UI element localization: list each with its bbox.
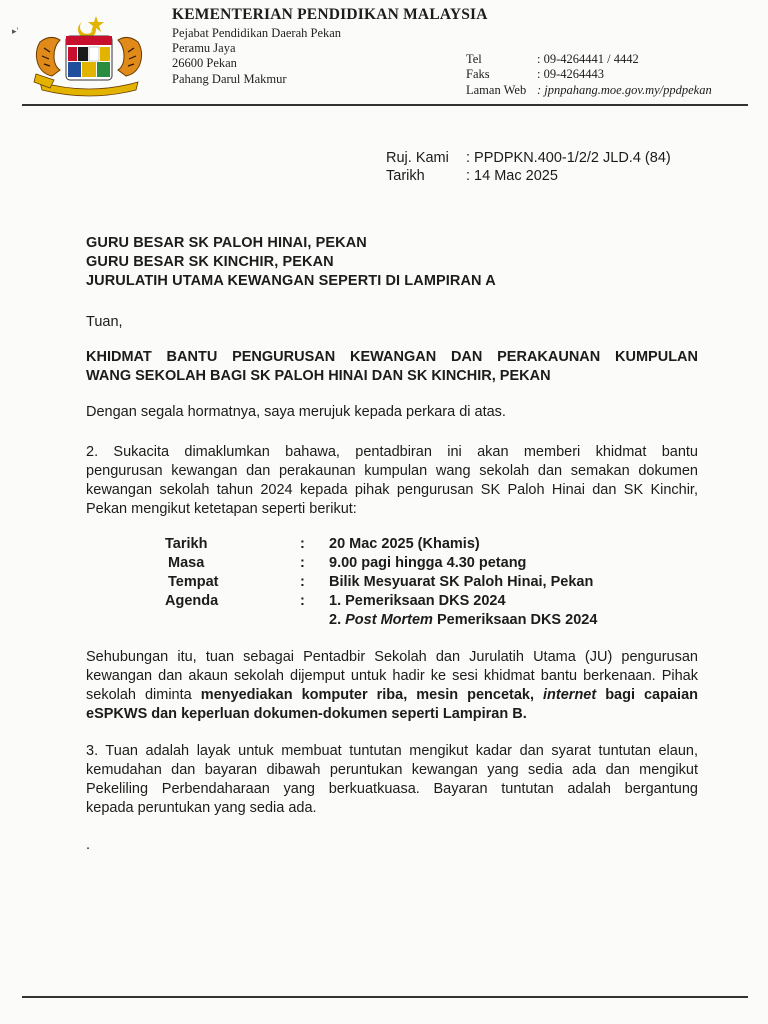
schedule-date-key: Tarikh — [165, 536, 208, 552]
tel-label: Tel — [466, 52, 482, 66]
fax-value: : 09-4264443 — [537, 67, 605, 81]
tel-value: : 09-4264441 / 4442 — [537, 52, 639, 66]
schedule-time-key: Masa — [168, 555, 205, 571]
paragraph-2-line-3: kewangan sekolah tahun 2024 kepada pihak pengurusan SK Paloh Hinai dan SK Kinchir, — [86, 482, 698, 498]
date-label: Tarikh — [386, 168, 425, 184]
ministry-name: KEMENTERIAN PENDIDIKAN MALAYSIA — [172, 6, 488, 23]
address-line-3: 26600 Pekan — [172, 56, 237, 70]
reference-label: Ruj. Kami — [386, 150, 449, 166]
paragraph-4-line-1: 3. Tuan adalah layak untuk membuat tuntutan mengikut kadar dan syarat tuntutan elaun, — [86, 743, 698, 759]
corner-scan-mark: ▸' — [12, 26, 19, 36]
schedule-agenda-item-2: 2. Post Mortem Pemeriksaan DKS 2024 — [329, 612, 598, 628]
fax-label: Faks — [466, 67, 490, 81]
subject-line-2: WANG SEKOLAH BAGI SK PALOH HINAI DAN SK KINCHIR, PEKAN — [86, 368, 551, 384]
malaysia-coat-of-arms-icon — [26, 12, 152, 98]
schedule-place-value: Bilik Mesyuarat SK Paloh Hinai, Pekan — [329, 574, 594, 590]
schedule-date-value: 20 Mac 2025 (Khamis) — [329, 536, 480, 552]
paragraph-3-line-1: Sehubungan itu, tuan sebagai Pentadbir Sekolah dan Jurulatih Utama (JU) pengurusan — [86, 649, 698, 665]
schedule-colon: : — [300, 593, 305, 609]
footer-divider — [22, 996, 748, 998]
paragraph-4-line-2: kemudahan dan bayaran dibawah peruntukan kewangan yang sedia ada dan mengikut — [86, 762, 698, 778]
schedule-agenda-key: Agenda — [165, 593, 219, 609]
schedule-colon: : — [300, 536, 305, 552]
reference-number: : PPDPKN.400-1/2/2 JLD.4 (84) — [466, 150, 671, 166]
paragraph-3-line-4: eSPKWS dan keperluan dokumen-dokumen seperti Lampiran B. — [86, 706, 527, 722]
schedule-agenda-item-1: 1. Pemeriksaan DKS 2024 — [329, 593, 506, 609]
paragraph-2-line-1: 2. Sukacita dimaklumkan bahawa, pentadbiran ini akan memberi khidmat bantu — [86, 444, 698, 460]
recipient-1: GURU BESAR SK PALOH HINAI, PEKAN — [86, 235, 367, 251]
schedule-colon: : — [300, 574, 305, 590]
header-divider — [22, 104, 748, 106]
paragraph-4-line-4: kepada peruntukan yang sedia ada. — [86, 800, 317, 816]
paragraph-3-line-2: kewangan dan akaun sekolah dijemput untuk hadir ke sesi khidmat bantu berkenaan. Pihak — [86, 668, 698, 684]
recipient-3: JURULATIH UTAMA KEWANGAN SEPERTI DI LAMPIRAN A — [86, 273, 496, 289]
paragraph-3-line-3: sekolah diminta menyediakan komputer riba, mesin pencetak, internet bagi capaian — [86, 687, 698, 703]
paragraph-4-line-3: Pekeliling Perbendaharaan yang berkuatkuasa. Bayaran tuntutan adalah bergantung — [86, 781, 698, 797]
schedule-time-value: 9.00 pagi hingga 4.30 petang — [329, 555, 527, 571]
recipient-2: GURU BESAR SK KINCHIR, PEKAN — [86, 254, 334, 270]
date-value: : 14 Mac 2025 — [466, 168, 558, 184]
address-line-1: Pejabat Pendidikan Daerah Pekan — [172, 26, 342, 40]
schedule-place-key: Tempat — [168, 574, 219, 590]
website-label: Laman Web — [466, 83, 527, 97]
trailing-mark: . — [86, 837, 91, 853]
paragraph-1: Dengan segala hormatnya, saya merujuk kepada perkara di atas. — [86, 404, 506, 420]
subject-line-1: KHIDMAT BANTU PENGURUSAN KEWANGAN DAN PERAKAUNAN KUMPULAN — [86, 349, 698, 365]
paragraph-2-line-4: Pekan mengikut ketetapan seperti berikut: — [86, 501, 357, 517]
address-line-2: Peramu Jaya — [172, 41, 236, 55]
address-line-4: Pahang Darul Makmur — [172, 72, 287, 86]
salutation: Tuan, — [86, 314, 123, 330]
website-link[interactable]: : jpnpahang.moe.gov.my/ppdpekan — [537, 83, 712, 97]
paragraph-2-line-2: pengurusan kewangan dan perakaunan kumpulan wang sekolah dan semakan dokumen — [86, 463, 698, 479]
schedule-colon: : — [300, 555, 305, 571]
